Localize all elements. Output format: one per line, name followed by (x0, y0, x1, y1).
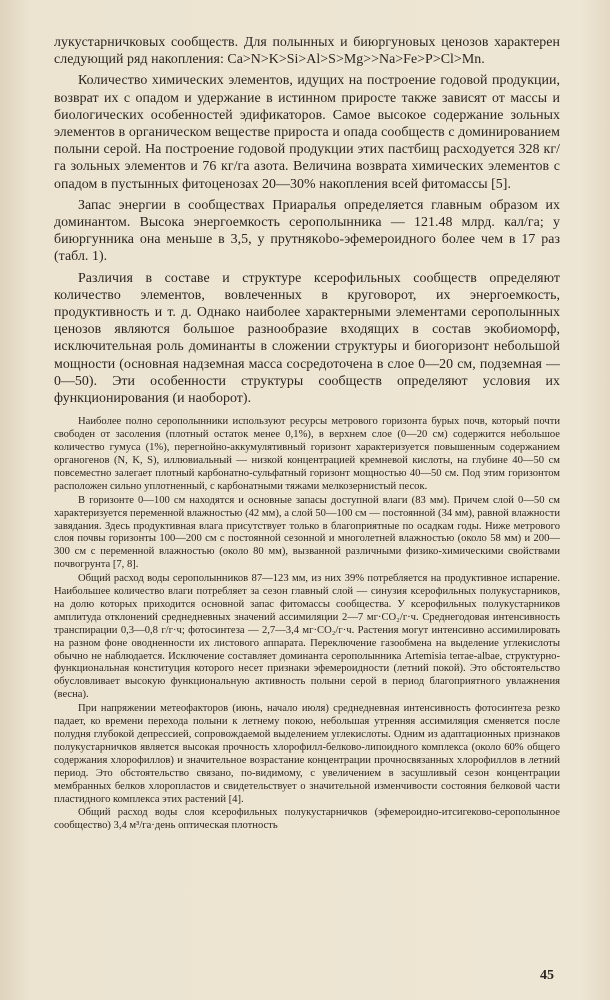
paragraph-small-3: Общий расход воды серополынников 87—123 мм, из них 39% потребляется на продуктивное испарение. Наибольшее количество влаги потребляет за сезон главный слой — синузия ксерофильных полукустарников, на долю которых приходится основной запас фитомассы сообщества. У ксерофильных полукустарников амплитуда отклонений среднедневных значений ассимиляции 2—7 мг·CO₂/г·ч. Среднегодовая интенсивность транспирации 0,3—0,8 г/г·ч; фотосинтеза — 2,7—3,4 мг·CO₂/г·ч. Растения могут интенсивно ассимилировать на разном фоне оводненности их листового аппарата. Переключение газообмена на выделение углекислоты обычно не наблюдается. Исключение составляет доминанта серополынника Artemisia terrae-albae, структурно-функциональная конституция которого несет признаки эфемероидности (летний покой). Это обстоятельство обусловливает высокую функциональную активность полыни серой в период благоприятного увлажнения (весна). (54, 573, 560, 701)
section-gap (54, 407, 560, 416)
paragraph-main-4: Различия в составе и структуре ксерофильных сообществ определяют количество элементов, вовлеченных в круговорот, их энергоемкость, продуктивность и т. д. Однако наиболее характерными элементами серополынных ценозов являются большое разнообразие входящих в состав экобиоморф, исключительная роль доминанты в сложении структуры и биогоризонт небольшой мощности (основная надземная масса сосредоточена в слое 0—20 см, подземная — 0—50). Эти особенности структуры сообществ определяют условия их функционирования (и наоборот). (54, 270, 560, 407)
page-number: 45 (540, 968, 554, 983)
paragraph-small-4: При напряжении метеофакторов (июнь, начало июля) среднедневная интенсивность фотосинтеза резко падает, ко времени перехода полыни к летнему покою, небольшая утренняя ассимиляция сменяется после полудня глубокой депрессией, сопровождаемой выделением углекислоты. Одним из адаптационных признаков полукустарничков является высокая прочность хлорофилл-белково-липоидного комплекса (около 60% общего содержания хлорофиллов) и значительное возрастание концентрации прочносвязанных хлорофиллов в летний период. Это обстоятельство связано, по-видимому, с увеличением в засушливый сезон концентрации мембранных белков хлоропластов и свидетельствует о значительной изменчивости состояния белковой части пластидного комплекса этих растений [4]. (54, 703, 560, 805)
paragraph-main-3: Запас энергии в сообществах Приаралья определяется главным образом их доминантом. Высока энергоемкость серополынника — 121.48 млрд. кал/га; у биюргунника она меньше в 3,5, у прутнякobo-эфемероидного более чем в 17 раз (табл. 1). (54, 197, 560, 265)
small-print-text (54, 416, 560, 833)
main-text (54, 34, 560, 407)
paragraph-small-2: В горизонте 0—100 см находятся и основные запасы доступной влаги (83 мм). Причем слой 0—50 см характеризуется переменной влажностью (42 мм), а слой 50—100 см — постоянной (34 мм), равной влажности завядания. Здесь продуктивная влага присутствует только в благоприятные по осадкам годы. Ниже метрового слоя почвы горизонты 100—200 см с постоянной сезонной и многолетней влажностью (около 58 мм) и 200—300 см с переменной влажностью (около 80 мм), вызванной различными физико-химическими свойствами почвогрунта [7, 8]. (54, 494, 560, 571)
paragraph-small-5: Общий расход воды слоя ксерофильных полукустарничков (эфемероидно-итсигеково-серополынное сообщество) 3,4 м³/га·день оптическая плотность (54, 807, 560, 832)
paragraph-small-1: Наиболее полно серополынники используют ресурсы метрового горизонта бурых почв, который почти свободен от засоления (плотный остаток менее 0,1%), в верхнем слое (0—20 см) содержится небольшое количество гумуса (1%), перегнойно-аккумулятивный горизонт характеризуется повышенным содержанием органогенов (N, K, S), иллювиальный — низкой концентрацией кремневой кислоты, на глубине 40—50 см повсеместно залегает плотный карбонатно-сульфатный горизонт мощностью 40—50 см. Под этим горизонтом расположен сильно уплотненный, с карбонатными тяжами мелкозернистый песок. (54, 416, 560, 492)
paragraph-main-1: лукустарничковых сообществ. Для полынных и биюргуновых ценозов характерен следующий ряд накопления: Ca>N>K>Si>Al>S>Mg>>Na>Fe>P>Cl>Mn. (54, 35, 560, 68)
paragraph-main-2: Количество химических элементов, идущих на построение годовой продукции, возврат их с опадом и удержание в истинном приросте также зависят от массы и биологических особенностей эдификаторов. Самое высокое содержание зольных элементов в органическом веществе прироста и опада сообществ с доминированием полыни серой. На построение годовой продукции этих пастбищ расходуется 328 кг/га зольных элементов и 76 кг/га азота. Величина возврата химических элементов с опадом в пустынных фитоценозах 20—30% накопления всей фитомассы [5]. (54, 73, 560, 192)
